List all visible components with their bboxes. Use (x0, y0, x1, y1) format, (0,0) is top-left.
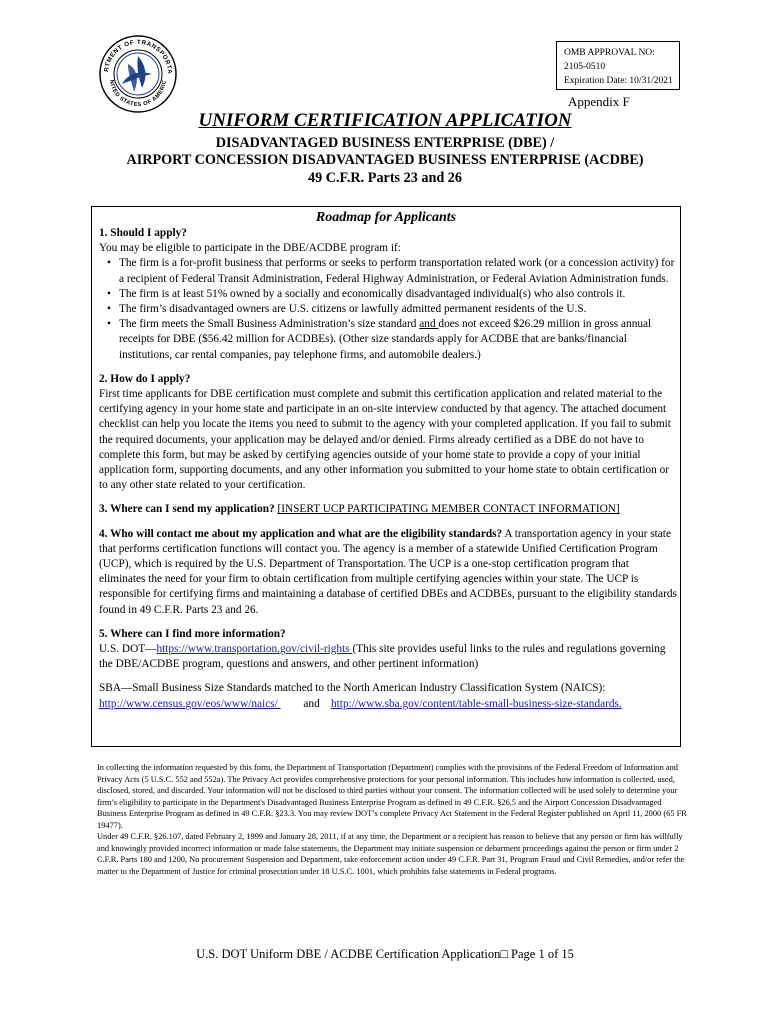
section-3 (99, 502, 677, 517)
section-5-heading: 5. Where can I find more information? (99, 627, 286, 640)
omb-approval-box (556, 41, 680, 90)
roadmap-box (91, 206, 681, 747)
and-text: and (303, 697, 320, 710)
sba-size-standards-link[interactable]: http://www.sba.gov/content/table-small-business-size-standards. (331, 697, 622, 710)
privacy-statement (97, 762, 687, 877)
appendix-label: Appendix F (568, 94, 630, 109)
dot-prefix: U.S. DOT— (99, 643, 157, 656)
and-underlined: and (419, 318, 439, 331)
section-1-intro: You may be eligible to participate in the DBE/ACDBE program if: (99, 242, 401, 255)
omb-number: 2105-0510 (564, 62, 606, 72)
size-standard-text: The firm meets the Small Business Administration’s size standard (119, 318, 420, 331)
false-statements-paragraph: Under 49 C.F.R. §26.107, dated February 2, 1999 and January 28, 2011, if at any time, the Department or a recipient has reason to believe that any person or firm has willfully and knowingly provided incorrect information or made false statements, the Department may initiate suspension or debarment proceedings against the person or firm under 2 C.F.R. Parts 180 and 1200, No procurement Suspension and Department, take enforcement action under 49 C.F.R. Part 31, Program Fraud and Civil Remedies, and/or refer the matter to the Department of Justice for criminal prosecution under 18 U.S.C. 1001, which prohibits false statements in Federal programs. (97, 832, 685, 876)
page-footer: U.S. DOT Uniform DBE / ACDBE Certification Application□ Page 1 of 15 (196, 947, 574, 961)
section-2-heading: 2. How do I apply? (99, 372, 191, 385)
section-4-text: A transportation agency in your state that performs certification functions will contact you. The agency is a member of a statewide Unified Certification Program (UCP), which is required by the U.S. Department of Transportation. The UCP is a one-stop certification program that eliminates the need for your firm to obtain certification from multiple certifying agencies within your state. The UCP is responsible for certifying firms and maintaining a database of certified DBEs and ACDBEs, pursuant to the eligibility standards found in 49 C.F.R. Parts 23 and 26. (99, 527, 677, 616)
omb-approval-label: OMB APPROVAL NO: (564, 48, 655, 58)
ucp-contact-placeholder: [INSERT UCP PARTICIPATING MEMBER CONTACT INFORMATION] (277, 503, 620, 516)
subtitle-acdbe: AIRPORT CONCESSION DISADVANTAGED BUSINESS ENTERPRISE (ACDBE) (126, 152, 644, 168)
census-naics-link[interactable]: http://www.census.gov/eos/www/naics/ (99, 697, 281, 710)
list-item: • The firm is at least 51% owned by a socially and economically disadvantaged individual(s) who also controls it. (117, 287, 677, 302)
section-2-text: First time applicants for DBE certification must complete and submit this certification application and related material to the certifying agency in your home state and participate in an on-site interview conducted by that agency. The attached document checklist can help you locate the items you need to submit to the agency with your completed application. If you fail to submit the required documents, your application may be delayed and/or denied. Firms already certified as a DBE do not have to complete this form, but may be asked by certifying agencies outside of your home state to provide a copy of your initial application form, supporting documents, and any other information you submitted to your home state to obtain certification or to any other state related to your certification. (99, 388, 671, 492)
page-title: UNIFORM CERTIFICATION APPLICATION (198, 110, 572, 131)
svg-text:UNITED STATES OF AMERICA: NITED STATES OF AMERIC (108, 79, 168, 109)
omb-expiration: Expiration Date: 10/31/2021 (564, 76, 673, 86)
dot-link-description: (This site provides useful links to the rules and regulations governing the DBE/ACDBE program, questions and answers, and other pertinent information) (99, 643, 666, 671)
section-5-dot (99, 642, 677, 672)
list-item (117, 317, 677, 363)
section-5-sba-links (99, 697, 677, 712)
svg-text:DEPARTMENT OF TRANSPORTATION: RTMENT OF TRANSPORTA (103, 38, 174, 75)
section-4-heading: 4. Who will contact me about my application and what are the eligibility standards? (99, 527, 503, 540)
section-5-sba: SBA—Small Business Size Standards matched to the North American Industry Classification System (NAICS): (99, 682, 606, 695)
list-item: • The firm’s disadvantaged owners are U.S. citizens or lawfully admitted permanent residents of the U.S. (117, 302, 677, 317)
subtitle-cfr: 49 C.F.R. Parts 23 and 26 (308, 170, 462, 186)
section-1-heading: 1. Should I apply? (99, 227, 187, 239)
roadmap-title: Roadmap for Applicants (315, 210, 457, 225)
list-item: • The firm is a for-profit business that performs or seeks to perform transportation related work (or a concession activity) for a recipient of Federal Transit Administration, Federal Highway Administration, or Federal Aviation Administration funds. (117, 256, 677, 286)
subtitle-dbe: DISADVANTAGED BUSINESS ENTERPRISE (DBE) / (215, 135, 555, 151)
eligibility-list (99, 256, 677, 362)
section-4 (99, 527, 677, 618)
dot-seal-logo (98, 34, 178, 114)
dot-civil-rights-link[interactable]: https://www.transportation.gov/civil-rights (156, 643, 353, 656)
roadmap-content (99, 226, 677, 712)
size-standard-text-cont: does not exceed $26.29 million in gross annual receipts for DBE ($56.42 million for ACDBEs). (Other size standards apply for ACDBE that are banks/financial institutions, car rental companies, pay telephone firms, and automobile dealers.) (119, 318, 652, 361)
section-3-heading: 3. Where can I send my application? (99, 503, 278, 516)
privacy-paragraph: In collecting the information requested by this form, the Department of Transportation (Department) complies with the provisions of the Federal Freedom of Information and Privacy Acts (5 U.S.C. 552 and 552a). The Privacy Act provides comprehensive protections for your personal information. This includes how information is collected, used, disclosed, stored, and discarded. Your information will not be disclosed to third parties without your consent. The information collected will be used solely to determine your firm’s eligibility to participate in the Department's Disadvantaged Business Enterprise Program as defined in 49 C.F.R. §26.5 and the Airport Concession Disadvantaged Business Enterprise Program as defined in 49 C.F.R. §23.3. You may review DOT’s complete Privacy Act Statement in the Federal Register published on April 11, 2000 (65 FR 19477). (97, 763, 687, 830)
